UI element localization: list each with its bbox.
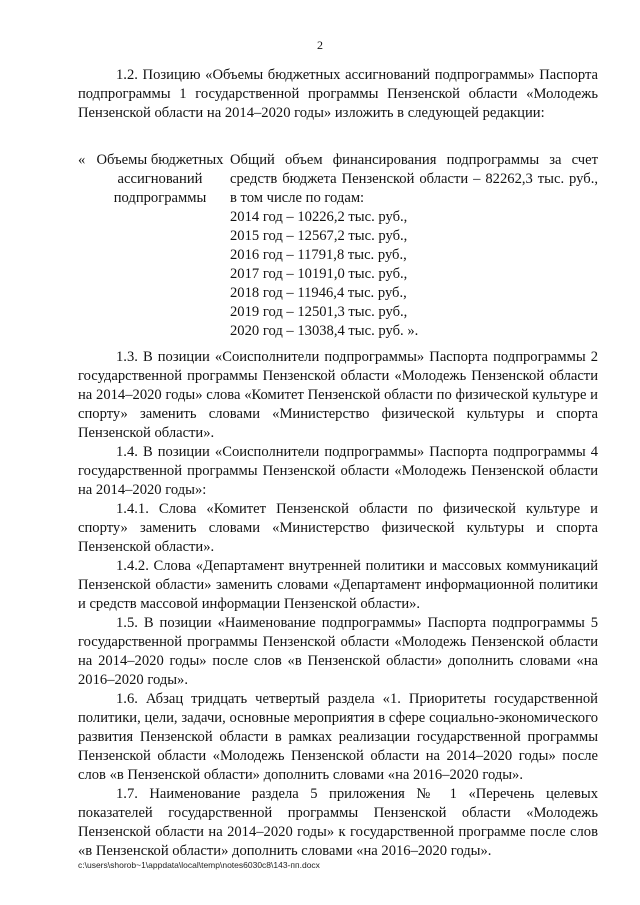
opening-quote: « xyxy=(78,152,86,168)
budget-intro: Общий объем финансирования подпрограммы за счет средств бюджета Пензенской области – 82262,3 тыс. руб., в том числе по годам: xyxy=(230,152,598,206)
footer-file-path: c:\users\shorob~1\appdata\local\temp\notes6030c8\143-пп.docx xyxy=(78,860,320,870)
budget-year-item: 2015 год – 12567,2 тыс. руб., xyxy=(230,228,408,244)
budget-value-cell xyxy=(230,151,598,341)
paragraph-1-2: 1.2. Позицию «Объемы бюджетных ассигнований подпрограммы» Паспорта подпрограммы 1 государственной программы Пензенской области «Молодежь Пензенской области на 2014–2020 годы» изложить в следующей редакции: xyxy=(78,67,598,121)
budget-year-item: 2018 год – 11946,4 тыс. руб., xyxy=(230,285,407,301)
paragraph-1-4: 1.4. В позиции «Соисполнители подпрограммы» Паспорта подпрограммы 4 государственной программы Пензенской области «Молодежь Пензенской области на 2014–2020 годы»: xyxy=(78,444,598,498)
paragraph-1-4-1: 1.4.1. Слова «Комитет Пензенской области по физической культуре и спорту» заменить словами «Министерство физической культуры и спорта Пензенской области». xyxy=(78,501,598,555)
budget-label-cell: Объемы бюджетных ассигнований подпрограммы xyxy=(96,152,224,206)
budget-year-item: 2020 год – 13038,4 тыс. руб. ». xyxy=(230,323,419,339)
paragraph-1-4-2: 1.4.2. Слова «Департамент внутренней политики и массовых коммуникаций Пензенской области» заменить словами «Департамент информационной политики и средств массовой информации Пензенской области». xyxy=(78,558,598,612)
budget-years-list xyxy=(230,208,598,341)
paragraph-1-6: 1.6. Абзац тридцать четвертый раздела «1. Приоритеты государственной политики, цели, задачи, основные мероприятия в сфере социально-экономического развития Пензенской области в рамках реализации государственной программы Пензенской области «Молодежь Пензенской области на 2014–2020 годы» после слов «в Пензенской области» дополнить словами «на 2016–2020 годы». xyxy=(78,691,598,783)
budget-year-item: 2014 год – 10226,2 тыс. руб., xyxy=(230,209,408,225)
budget-year-item: 2017 год – 10191,0 тыс. руб., xyxy=(230,266,408,282)
paragraph-1-7: 1.7. Наименование раздела 5 приложения № 1 «Перечень целевых показателей государственной программы Пензенской области «Молодежь Пензенской области на 2014–2020 годы» к государственной программе после слов «в Пензенской области» дополнить словами «на 2016–2020 годы». xyxy=(78,786,598,859)
page-number: 2 xyxy=(317,38,323,52)
paragraph-1-5: 1.5. В позиции «Наименование подпрограммы» Паспорта подпрограммы 5 государственной программы Пензенской области «Молодежь Пензенской области на 2014–2020 годы» после слов «в Пензенской области» дополнить словами «на 2016–2020 годы». xyxy=(78,615,598,688)
budget-year-item: 2016 год – 11791,8 тыс. руб., xyxy=(230,247,407,263)
budget-year-item: 2019 год – 12501,3 тыс. руб., xyxy=(230,304,408,320)
body-paragraphs xyxy=(78,348,598,861)
budget-allocation-table xyxy=(78,151,598,341)
paragraph-1-3: 1.3. В позиции «Соисполнители подпрограммы» Паспорта подпрограммы 2 государственной программы Пензенской области «Молодежь Пензенской области на 2014–2020 годы» слова «Комитет Пензенской области по физической культуре и спорту» заменить словами «Министерство физической культуры и спорта Пензенской области». xyxy=(78,349,598,441)
